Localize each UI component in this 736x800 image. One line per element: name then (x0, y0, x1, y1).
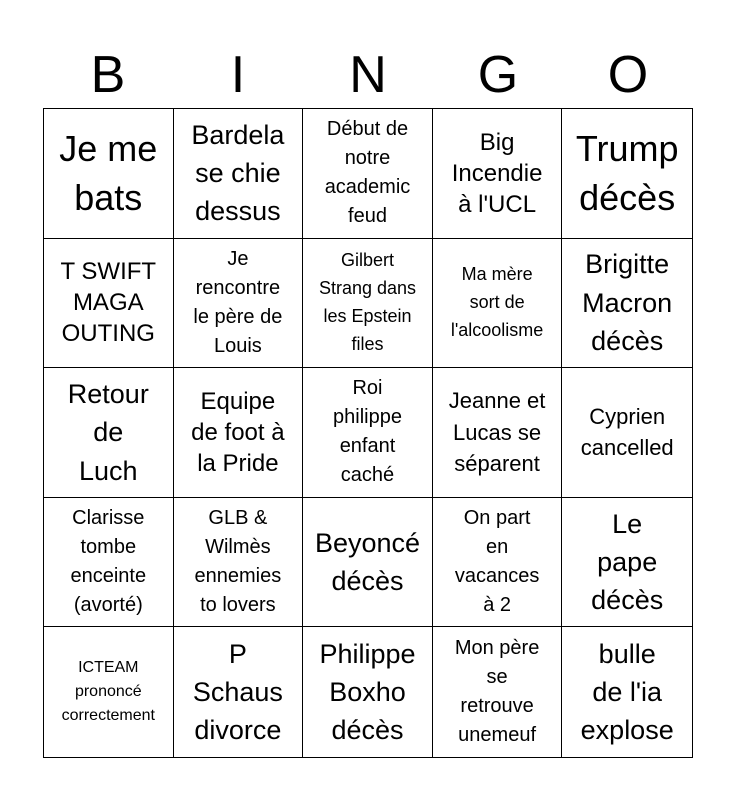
header-letter-o: O (607, 46, 649, 104)
bingo-cell[interactable] (433, 239, 563, 369)
cell-text: Jeanne et Lucas se séparent (448, 387, 546, 477)
bingo-cell[interactable] (562, 627, 692, 757)
bingo-cell[interactable] (44, 239, 174, 369)
bingo-cell[interactable] (174, 627, 304, 757)
cell-text: Roi philippe enfant caché (333, 377, 402, 487)
bingo-cell[interactable] (303, 498, 433, 628)
bingo-cell[interactable] (562, 498, 692, 628)
cell-text: Mon père se retrouve unemeuf (454, 637, 540, 747)
cell-text: Big Incendie à l'UCL (451, 128, 543, 218)
bingo-cell[interactable] (562, 109, 692, 239)
bingo-cell[interactable] (433, 627, 563, 757)
cell-text: ICTEAM prononcé correctement (61, 659, 155, 725)
cell-text: Trump décès (575, 127, 679, 219)
cell-text: Clarisse tombe enceinte (avorté) (70, 507, 147, 617)
cell-text: Gilbert Strang dans les Epstein files (318, 250, 417, 354)
bingo-cell[interactable] (303, 627, 433, 757)
cell-text: P Schaus divorce (192, 638, 283, 746)
bingo-cell[interactable] (562, 368, 692, 498)
header-letter-b: B (90, 46, 126, 104)
cell-text: Brigitte Macron décès (582, 249, 673, 357)
bingo-cell[interactable] (174, 498, 304, 628)
header-letter-i: I (230, 46, 246, 104)
cell-text: Beyoncé décès (314, 527, 421, 597)
header-letter-g: G (477, 46, 519, 104)
bingo-cell[interactable] (303, 109, 433, 239)
cell-text: Ma mère sort de l'alcoolisme (450, 264, 544, 340)
bingo-cell[interactable] (562, 239, 692, 369)
cell-text: GLB & Wilmès ennemies to lovers (194, 507, 282, 617)
bingo-header (43, 42, 693, 108)
cell-text: Je me bats (59, 127, 158, 219)
bingo-cell[interactable] (433, 368, 563, 498)
cell-text: bulle de l'ia explose (580, 638, 674, 746)
bingo-cell[interactable] (44, 627, 174, 757)
bingo-cell[interactable] (303, 239, 433, 369)
bingo-cell[interactable] (303, 368, 433, 498)
cell-text: Je rencontre le père de Louis (193, 247, 283, 357)
bingo-cell[interactable] (174, 239, 304, 369)
bingo-cell[interactable] (44, 498, 174, 628)
header-letter-n: N (349, 46, 387, 104)
cell-text: Bardela se chie dessus (191, 119, 285, 227)
bingo-cell[interactable] (433, 109, 563, 239)
cell-text: Philippe Boxho décès (319, 638, 416, 746)
cell-text: T SWIFT MAGA OUTING (60, 258, 157, 348)
cell-text: Retour de Luch (67, 379, 149, 486)
bingo-board (43, 108, 693, 758)
bingo-cell[interactable] (433, 498, 563, 628)
cell-text: On part en vacances à 2 (454, 507, 540, 617)
bingo-cell[interactable] (44, 368, 174, 498)
cell-text: Le pape décès (591, 508, 664, 616)
bingo-cell[interactable] (174, 368, 304, 498)
bingo-cell[interactable] (44, 109, 174, 239)
cell-text: Cyprien cancelled (580, 403, 674, 461)
bingo-cell[interactable] (174, 109, 304, 239)
cell-text: Equipe de foot à la Pride (191, 387, 285, 478)
cell-text: Début de notre academic feud (324, 118, 411, 228)
